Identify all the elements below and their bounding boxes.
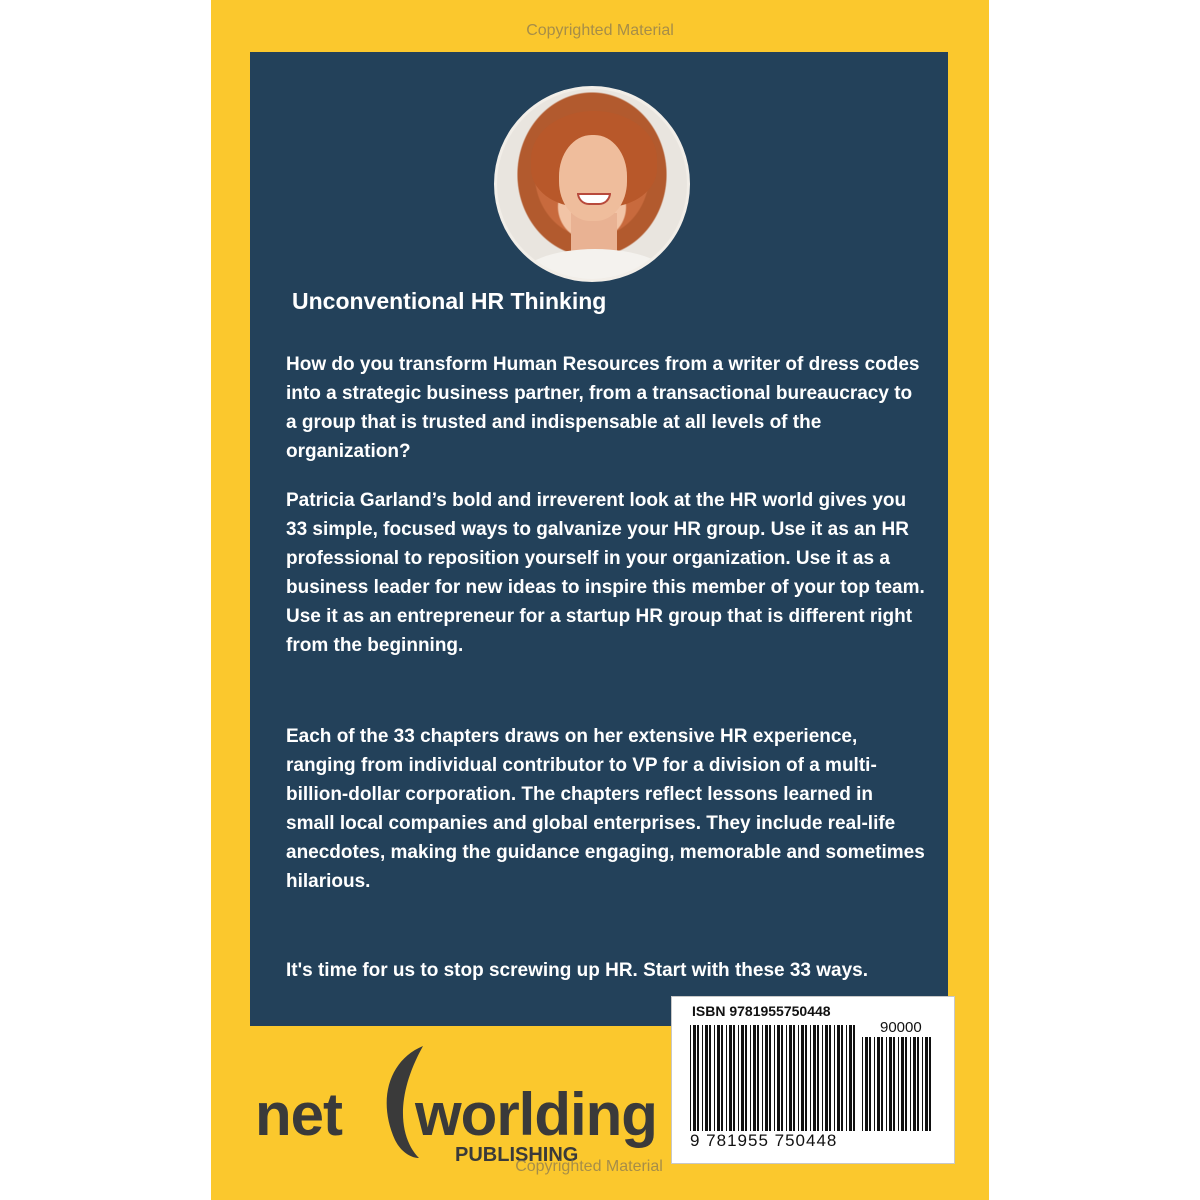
price-code: 90000 <box>880 1019 922 1036</box>
publisher-logo <box>255 1040 675 1166</box>
barcode-main-bars <box>690 1025 858 1131</box>
author-photo <box>494 86 690 282</box>
barcode-digits: 9 781955 750448 <box>690 1131 838 1150</box>
logo-text-net: net <box>255 1081 342 1148</box>
description-panel <box>250 52 948 1026</box>
logo-text-publishing: PUBLISHING <box>455 1144 579 1166</box>
author-face <box>559 135 627 221</box>
description-paragraph-4: It's time for us to stop screwing up HR. Start with these 33 ways. <box>286 960 869 981</box>
book-back-cover <box>211 0 989 1200</box>
logo-text-worlding: worlding <box>415 1081 657 1148</box>
isbn-label: ISBN 9781955750448 <box>692 1003 831 1019</box>
description-paragraph-1: How do you transform Human Resources from a writer of dress codes into a strategic business partner, from a transactional bureaucracy to a group that is trusted and indispensable at all levels of the organization? <box>286 354 920 462</box>
description-paragraph-3: Each of the 33 chapters draws on her extensive HR experience, ranging from individual contributor to VP for a division of a multi-billion-dollar corporation. The chapters reflect lessons learned in small local companies and global enterprises. They include real-life anecdotes, making the guidance engaging, memorable and sometimes hilarious. <box>286 726 925 892</box>
copyright-watermark-bottom: Copyrighted Material <box>515 1158 663 1175</box>
author-shirt <box>519 249 671 282</box>
isbn-barcode <box>671 996 955 1164</box>
back-cover-heading: Unconventional HR Thinking <box>292 288 607 314</box>
copyright-watermark-top: Copyrighted Material <box>526 22 674 39</box>
description-paragraph-2: Patricia Garland’s bold and irreverent look at the HR world gives you 33 simple, focused ways to galvanize your HR group. Use it as an HR professional to reposition yourself in your organization. Use it as a business leader for new ideas to inspire this member of your top team. Use it as an entrepreneur for a startup HR group that is different right from the beginning. <box>286 490 925 656</box>
barcode-addon-bars <box>862 1037 934 1131</box>
